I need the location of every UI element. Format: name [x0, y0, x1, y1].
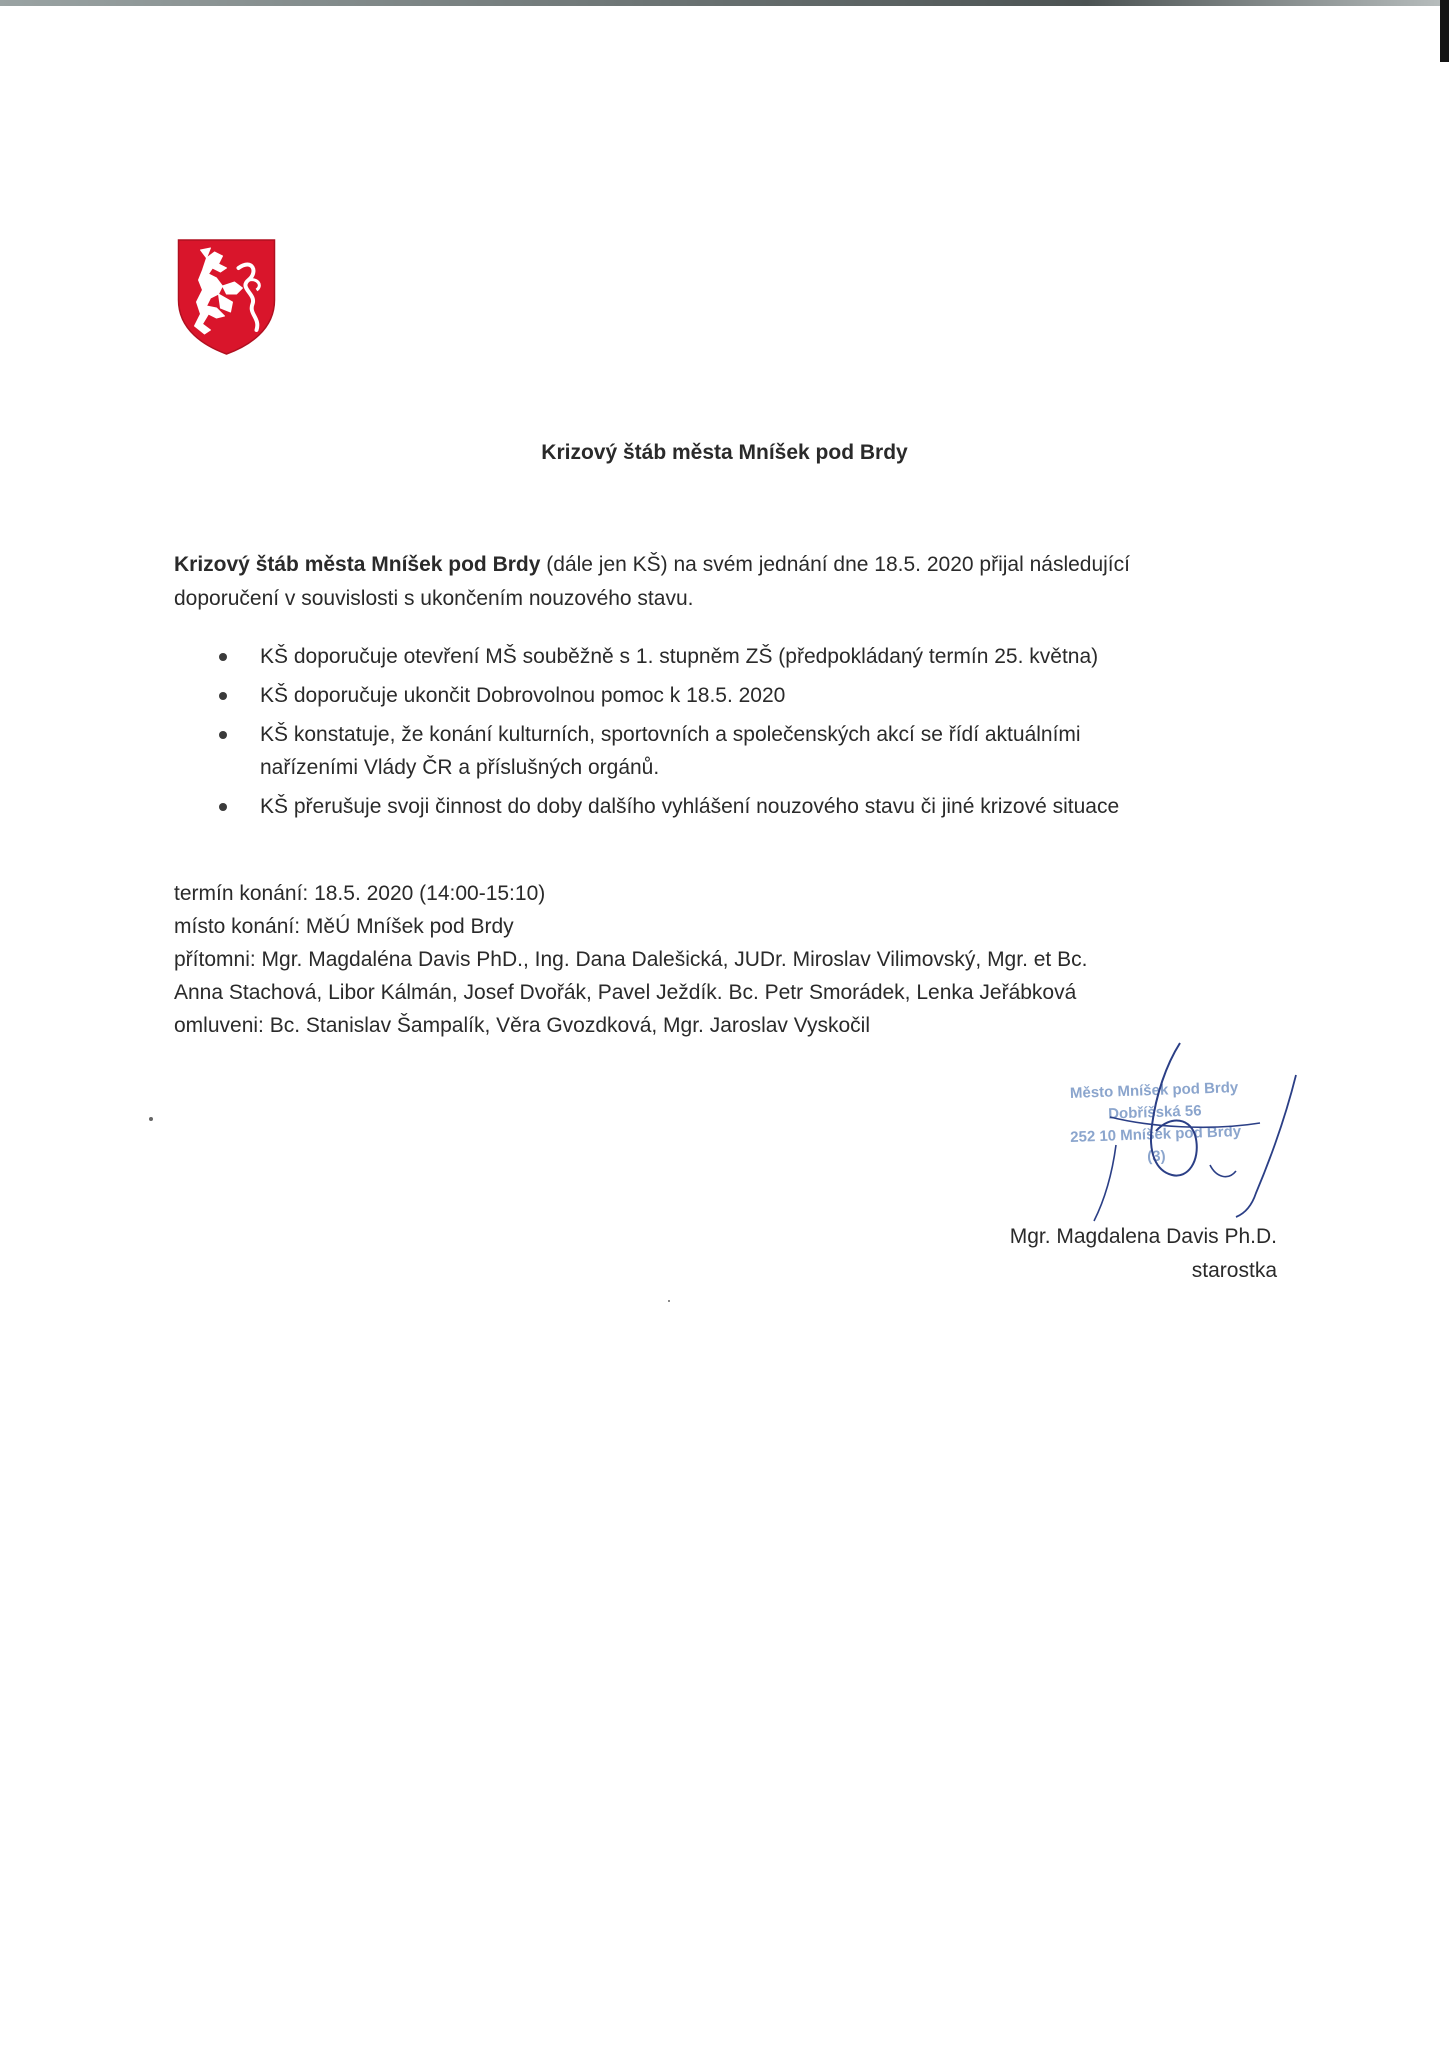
intro-paragraph	[174, 548, 1294, 616]
signer-role: starostka	[1191, 1259, 1277, 1282]
handwritten-signature-icon	[1060, 1035, 1320, 1225]
recommendation-list	[174, 640, 1294, 829]
scan-edge-right	[1440, 0, 1449, 62]
meeting-place: místo konání: MěÚ Mníšek pod Brdy	[174, 915, 514, 938]
list-item	[174, 790, 1294, 823]
list-item-text: KŠ přerušuje svoji činnost do doby dalšího vyhlášení nouzového stavu či jiné krizové situace	[260, 795, 1120, 818]
page-title: Krizový štáb města Mníšek pod Brdy	[541, 441, 908, 464]
list-item-text: KŠ doporučuje ukončit Dobrovolnou pomoc k 18.5. 2020	[260, 684, 786, 707]
excused-attendees: omluveni: Bc. Stanislav Šampalík, Věra Gvozdková, Mgr. Jaroslav Vyskočil	[174, 1014, 870, 1037]
attendees-line-2: Anna Stachová, Libor Kálmán, Josef Dvořák, Pavel Ježdík. Bc. Petr Smorádek, Lenka Jeřábková	[174, 981, 1077, 1004]
list-item	[174, 679, 1294, 712]
bullet-icon	[219, 692, 227, 700]
scan-speck	[149, 1117, 153, 1121]
stamp-line-2: Dobříšská 56	[1107, 1102, 1202, 1123]
bullet-icon	[219, 653, 227, 661]
list-item	[174, 718, 1294, 784]
meeting-term: termín konání: 18.5. 2020 (14:00-15:10)	[174, 882, 546, 905]
bullet-icon	[219, 803, 227, 811]
intro-text-1: (dále jen KŠ) na svém jednání dne 18.5. 2020 přijal následující	[540, 553, 1130, 576]
list-item-text: KŠ konstatuje, že konání kulturních, sportovních a společenských akcí se řídí aktuálními	[260, 723, 1081, 746]
stamp-line-3: 252 10 Mníšek pod Brdy	[1069, 1123, 1242, 1146]
scan-speck	[668, 1300, 670, 1302]
signer-name: Mgr. Magdalena Davis Ph.D.	[1009, 1225, 1277, 1248]
intro-bold-lead: Krizový štáb města Mníšek pod Brdy	[174, 553, 541, 576]
meeting-details	[174, 877, 1314, 1042]
attendees-line-1: přítomni: Mgr. Magdaléna Davis PhD., Ing. Dana Dalešická, JUDr. Miroslav Vilimovský, Mgr. et Bc.	[174, 948, 1088, 971]
czech-lion-coat-of-arms-icon	[176, 238, 277, 356]
scan-edge-top	[0, 0, 1449, 6]
intro-line-1	[174, 548, 1294, 582]
stamp-line-1: Město Mníšek pod Brdy	[1069, 1079, 1239, 1102]
signature-block	[900, 1220, 1277, 1288]
list-item	[174, 640, 1294, 673]
list-item-text: KŠ doporučuje otevření MŠ souběžně s 1. stupněm ZŠ (předpokládaný termín 25. května)	[260, 645, 1099, 668]
list-item-text-continued: nařízeními Vlády ČR a příslušných orgánů.	[260, 756, 660, 779]
intro-line-2: doporučení v souvislosti s ukončením nouzového stavu.	[174, 587, 694, 610]
stamp-line-4: (3)	[1146, 1147, 1166, 1166]
bullet-icon	[219, 731, 227, 739]
